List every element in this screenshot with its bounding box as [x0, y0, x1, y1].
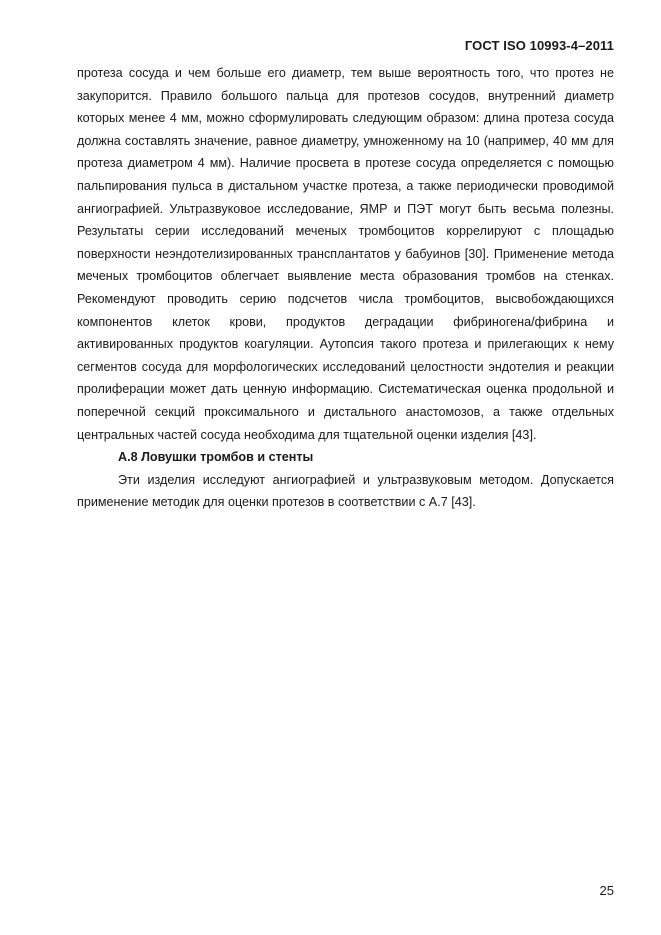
paragraph-devices: Эти изделия исследуют ангиографией и ультразвуковым методом. Допускается применение методик для оценки протезов в соответствии с А.7 [43].: [77, 472, 614, 510]
body-text: [77, 62, 614, 514]
section-heading: А.8 Ловушки тромбов и стенты: [118, 450, 314, 465]
document-code: ГОСТ ISO 10993-4–2011: [464, 38, 614, 53]
page-number: 25: [599, 883, 614, 898]
paragraph-continuation: протеза сосуда и чем больше его диаметр, тем выше вероятность того, что протез не закупорится. Правило большого пальца для протезов сосудов, внутренний диаметр которых менее 4 мм, можно сформулировать следующим образом: длина протеза сосуда должна составлять значение, равное диаметру, умноженному на 10 (например, 40 мм для протеза диаметром 4 мм). Наличие просвета в протезе сосуда определяется с помощью пальпирования пульса в дистальном участке протеза, а также периодически проводимой ангиографией. Ультразвуковое исследование, ЯМР и ПЭТ могут быть весьма полезны. Результаты серии исследований меченых тромбоцитов коррелируют с площадью поверхности неэндотелизированных трансплантатов у бабуинов [30]. Применение метода меченых тромбоцитов облегчает выявление места образования тромбов на стенках. Рекомендуют проводить серию подсчетов числа тромбоцитов, высвобождающихся компонентов клеток крови, продуктов деградации фибриногена/фибрина и активированных продуктов коагуляции. Аутопсия такого протеза и прилегающих к нему сегментов сосуда для морфологических исследований целостности эндотелия и реакции пролиферации может дать ценную информацию. Систематическая оценка продольной и поперечной секций проксимального и дистального анастомозов, а также отдельных центральных частей сосуда необходима для тщательной оценки изделия [43].: [77, 66, 614, 442]
